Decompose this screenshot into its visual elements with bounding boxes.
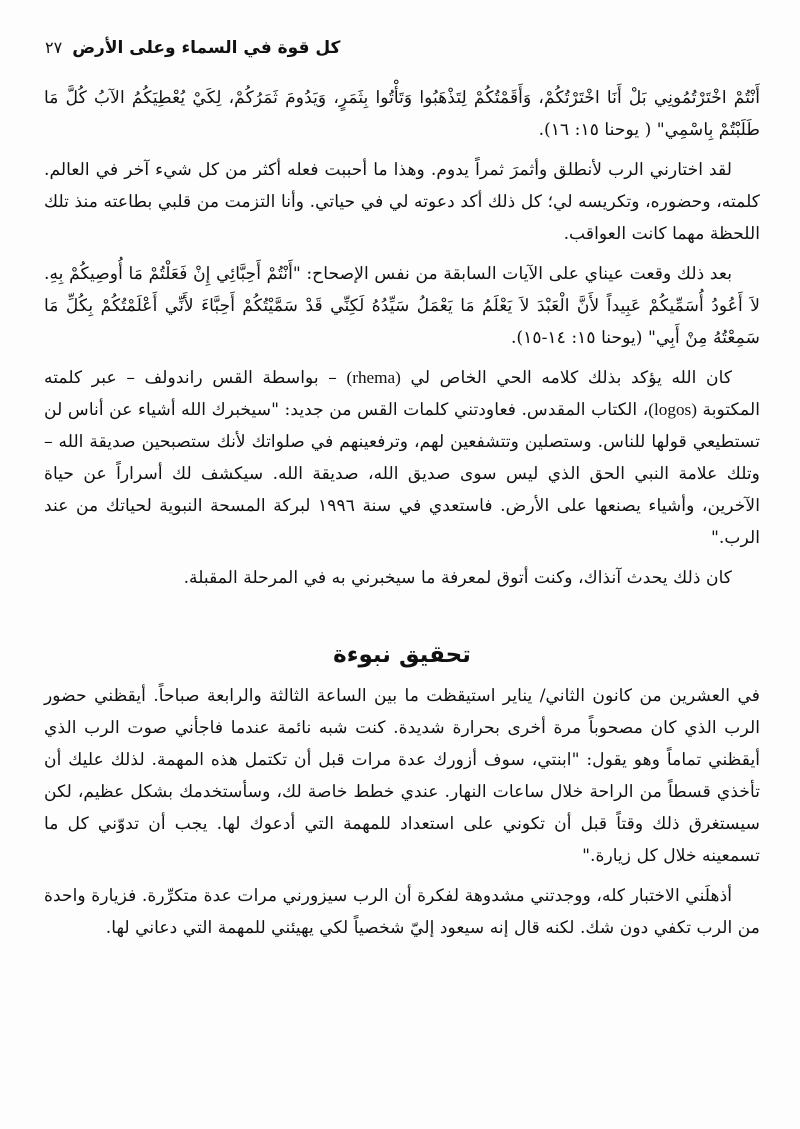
section-heading: تحقيق نبوءة (333, 642, 471, 668)
page-number: ٢٧ (45, 38, 63, 57)
rhema-term: (rhema) (346, 368, 401, 387)
paragraph-rhema-logos (44, 362, 760, 554)
prophecy-quote: ، الكتاب المقدس. فعاودتني كلمات القس من جديد: "سيخبرك الله أشياء عن أناس لن تستطيعي قولها للناس. وستصلين وتتشفعين لهم، وترفعينهم في صلواتك لأنك ستصبحين صديقة الله – وتلك علامة النبي الحق الذي ليس سوى صديق الله، صديقة الله. سيكشف لك أسراراً عن حياة الآخرين، وأشياء يصنعها على الأرض. فاستعدي في سنة ١٩٩٦ لبركة المسحة النبوية لحياتك من عند الرب." (44, 400, 760, 548)
rhema-intro: كان الله يؤكد بذلك كلامه الحي الخاص لي (410, 368, 733, 388)
paragraph-chosen-by-lord: لقد اختارني الرب لأنطلق وأثمرَ ثمراً يدوم. وهذا ما أحببت فعله أكثر من كل شيء آخر في العالم. كلمته، وحضوره، وتكريسه لي؛ كل ذلك أكد دعوته لي في حياتي. وأنا التزمت من قلبي بطاعته منذ تلك اللحظة مهما كانت العواقب. (44, 160, 760, 244)
running-header (45, 38, 340, 58)
rhema-logos-between: – بواسطة القس راندولف – عبر كلمته المكتوبة (44, 368, 760, 420)
logos-term: (logos) (648, 400, 697, 419)
body-text (44, 82, 760, 952)
paragraph-longing: كان ذلك يحدث آنذاك، وكنت أتوق لمعرفة ما سيخبرني به في المرحلة المقبلة. (183, 568, 732, 588)
book-title: كل قوة في السماء وعلى الأرض (72, 38, 341, 58)
section-paragraph-visitation: في العشرين من كانون الثاني/ يناير استيقظت ما بين الساعة الثالثة والرابعة صباحاً. أيقظني حضور الرب الذي كان مصحوباً مرة أخرى بحرارة شديدة. كنت شبه نائمة عندما فاجأني صوت الرب الذي أيقظني تماماً وهو يقول: "ابنتي، سوف أزورك عدة مرات قبل أن تكتمل هذه المهمة. لذلك عليك أن تأخذي قسطاً من الراحة خلال ساعات النهار. عندي خطط خاصة لك، وسأستخدمك بشكل عظيم، لكن سيستغرق ذلك وقتاً قبل أن تكوني على استعداد للمهمة التي أدعوك لها. يجب أن تدوّني كل ما تسمعينه خلال كل زيارة." (44, 686, 760, 866)
paragraph-scripture-quote-john-15-16: أَنْتُمْ اخْتَرْتُمُونِي بَلْ أَنَا اخْتَرْتُكُمْ، وَأَقَمْتُكُمْ لِتَذْهَبُوا وَتَأْتُوا بِثَمَرٍ، وَيَدُومَ ثَمَرُكُمْ، لِكَيْ يُعْطِيَكُمُ الآبُ كُلَّ مَا طَلَبْتُمْ بِاسْمِي" ( يوحنا ١٥: ١٦). (44, 88, 760, 140)
paragraph-scripture-quote-john-15-14: بعد ذلك وقعت عيناي على الآيات السابقة من نفس الإصحاح: "أَنْتُمْ أَحِبَّائِي إِنْ فَعَلْتُمْ مَا أُوصِيكُمْ بِهِ. لاَ أَعُودُ أُسَمِّيكُمْ عَبِيداً لأَنَّ الْعَبْدَ لاَ يَعْلَمُ مَا يَعْمَلُ سَيِّدُهُ لَكِنِّي قَدْ سَمَّيْتُكُمْ أَحِبَّاءَ لأَنِّي أَعْلَمْتُكُمْ بِكُلِّ مَا سَمِعْتُهُ مِنْ أَبِي" (يوحنا ١٥: ١٤-١٥). (44, 264, 760, 348)
section-paragraph-amazement: أذهلَني الاختبار كله، ووجدتني مشدوهة لفكرة أن الرب سيزورني مرات عدة متكرِّرة. فزيارة واحدة من الرب تكفي دون شك. لكنه قال إنه سيعود إليّ شخصياً لكي يهيئني للمهمة التي دعاني لها. (44, 886, 760, 938)
